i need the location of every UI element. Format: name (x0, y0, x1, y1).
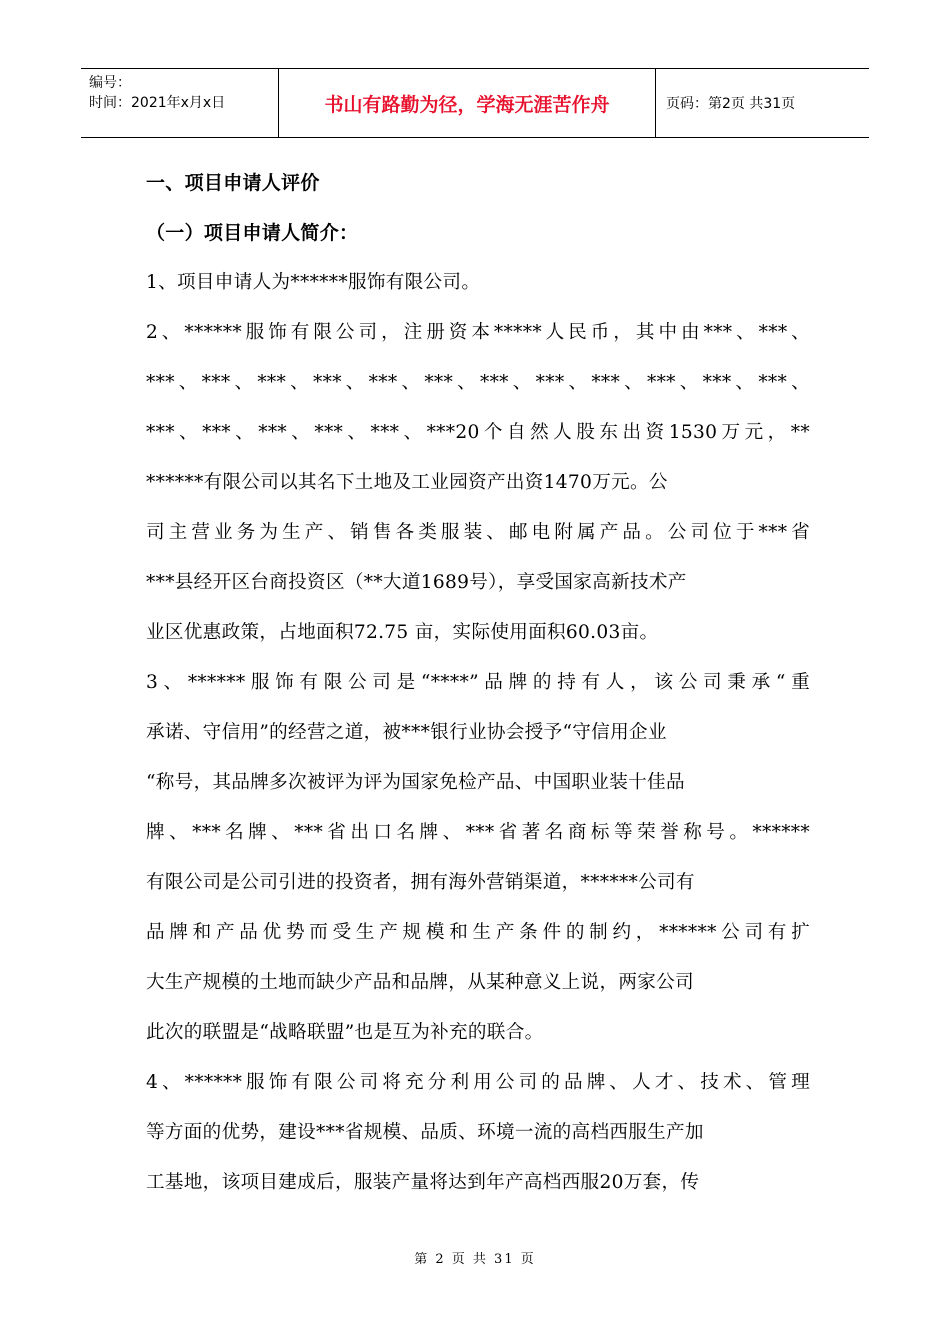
paragraph-line: 4、******服饰有限公司将充分利用公司的品牌、人才、技术、管理 (146, 1072, 810, 1093)
paragraph-line: 3、******服饰有限公司是“****”品牌的持有人，该公司秉承“重 (146, 672, 810, 693)
page-footer: 第 2 页 共 31 页 (414, 1252, 536, 1267)
paragraph-line: ***、***、***、***、***、***、***、***、***、***、***、***、 (146, 372, 810, 393)
header-left-cell (81, 69, 279, 137)
paragraph-line: 承诺、守信用”的经营之道，被***银行业协会授予“守信用企业 (146, 722, 667, 743)
paragraph-line: 司主营业务为生产、销售各类服装、邮电附属产品。公司位于***省 (146, 522, 810, 543)
paragraph-line: ***、***、***、***、***、***20个自然人股东出资1530万元，** (146, 422, 810, 443)
paragraph-line: 大生产规模的土地而缺少产品和品牌，从某种意义上说，两家公司 (146, 972, 694, 993)
document-number: 编号： (89, 75, 131, 91)
paragraph-line: 工基地，该项目建成后，服装产量将达到年产高档西服20万套，传 (146, 1172, 700, 1193)
header-motto: 书山有路勤为径，学海无涯苦作舟 (279, 69, 656, 137)
paragraph-line: 2、******服饰有限公司，注册资本*****人民币，其中由***、***、 (146, 322, 810, 343)
paragraph-line: “称号，其品牌多次被评为评为国家免检产品、中国职业装十佳品 (146, 772, 685, 793)
section-heading: 一、项目申请人评价 (146, 172, 320, 194)
paragraph-line: 牌、***名牌、***省出口名牌、***省著名商标等荣誉称号。****** (146, 822, 810, 843)
paragraph-line: 业区优惠政策，占地面积72.75 亩，实际使用面积60.03亩。 (146, 622, 659, 643)
paragraph-line: 此次的联盟是“战略联盟”也是互为补充的联合。 (146, 1022, 544, 1043)
paragraph-line: 1、项目申请人为******服饰有限公司。 (146, 272, 481, 293)
subsection-heading: （一）项目申请人简介： (146, 222, 359, 244)
paragraph-line: ******有限公司以其名下土地及工业园资产出资1470万元。公 (146, 472, 668, 493)
document-body (146, 158, 810, 1208)
document-date: 时间：2021年x月x日 (89, 95, 226, 111)
header-table (81, 68, 869, 138)
paragraph-line: 等方面的优势，建设***省规模、品质、环境一流的高档西服生产加 (146, 1122, 704, 1143)
header-page-info: 页码：第2页 共31页 (666, 96, 796, 112)
paragraph-line: ***县经开区台商投资区（**大道1689号），享受国家高新技术产 (146, 572, 687, 593)
paragraph-line: 有限公司是公司引进的投资者，拥有海外营销渠道，******公司有 (146, 872, 695, 893)
paragraph-line: 品牌和产品优势而受生产规模和生产条件的制约，******公司有扩 (146, 922, 810, 943)
